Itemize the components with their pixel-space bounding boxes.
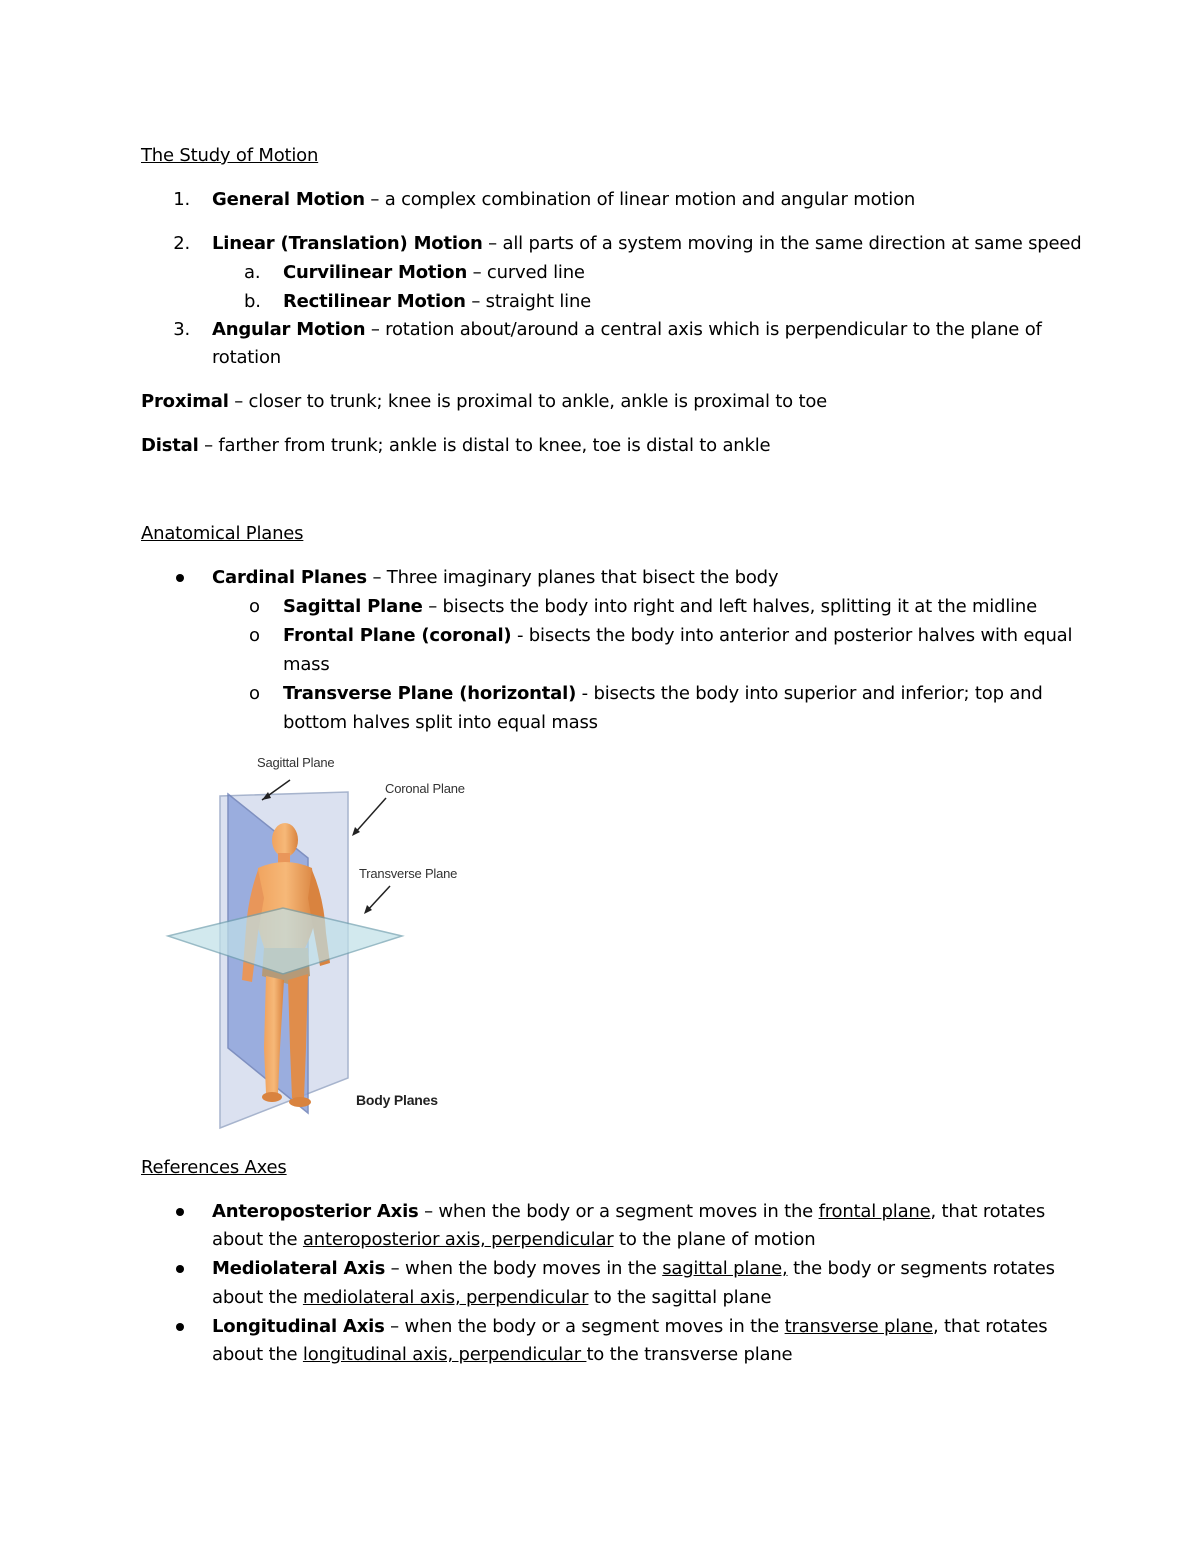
underlined-text: longitudinal axis, perpendicular: [302, 1344, 587, 1365]
proximal-definition: [141, 391, 827, 413]
sublist-marker: o: [249, 683, 260, 704]
definition: – farther from trunk; ankle is distal to knee, toe is distal to ankle: [198, 435, 771, 456]
section-heading-anatomical-planes: Anatomical Planes: [141, 523, 304, 544]
definition: – all parts of a system moving in the same direction at same speed: [482, 233, 1082, 254]
term: Proximal: [141, 391, 229, 412]
term: Transverse Plane (horizontal): [283, 683, 577, 704]
coronal-plane-label: Coronal Plane: [385, 781, 465, 796]
body-planes-figure: [158, 748, 488, 1133]
underlined-text: frontal plane: [818, 1201, 931, 1222]
transverse-plane-shape: [168, 908, 402, 974]
sublist-marker: b.: [244, 291, 261, 312]
definition: – Three imaginary planes that bisect the body: [366, 567, 779, 588]
bullet-item-longitudinal-cont: [212, 1344, 792, 1366]
sublist-item-transverse-cont: bottom halves split into equal mass: [283, 712, 598, 733]
bullet-item-anteroposterior-cont: [212, 1229, 815, 1251]
sagittal-plane-label: Sagittal Plane: [257, 755, 335, 770]
bullet-item-longitudinal: [212, 1316, 1048, 1338]
sublist-marker: o: [249, 625, 260, 646]
definition: – when the body or a segment moves in the: [418, 1201, 819, 1222]
term: Linear (Translation) Motion: [212, 233, 483, 254]
term: Cardinal Planes: [212, 567, 367, 588]
sublist-item-frontal-cont: mass: [283, 654, 330, 675]
distal-definition: [141, 435, 770, 457]
underlined-text: anteroposterior axis, perpendicular: [302, 1229, 614, 1250]
sublist-marker: a.: [244, 262, 261, 283]
term: Mediolateral Axis: [212, 1258, 386, 1279]
figure-caption: Body Planes: [356, 1092, 438, 1108]
transverse-plane-label: Transverse Plane: [359, 866, 458, 881]
term: General Motion: [212, 189, 365, 210]
definition: to the transverse plane: [586, 1344, 793, 1365]
bullet-icon: [176, 1323, 184, 1331]
definition: – when the body or a segment moves in the: [384, 1316, 785, 1337]
definition: – rotation about/around a central axis which is perpendicular to the plane of: [365, 319, 1042, 340]
bullet-icon: [176, 574, 184, 582]
definition: – straight line: [465, 291, 592, 312]
list-item-angular-motion-cont: rotation: [212, 347, 281, 368]
list-number: 1.: [173, 189, 190, 210]
sublist-marker: o: [249, 596, 260, 617]
definition: the body or segments rotates: [787, 1258, 1055, 1279]
bullet-item-mediolateral-cont: [212, 1287, 771, 1309]
bullet-icon: [176, 1208, 184, 1216]
coronal-arrow: [354, 798, 386, 834]
bullet-item-mediolateral: [212, 1258, 1055, 1280]
underlined-text: sagittal plane,: [662, 1258, 788, 1279]
definition: , that rotates: [930, 1201, 1046, 1222]
definition: – a complex combination of linear motion and angular motion: [364, 189, 916, 210]
underlined-text: mediolateral axis, perpendicular: [302, 1287, 589, 1308]
term: Frontal Plane (coronal): [283, 625, 512, 646]
definition: about the: [212, 1344, 303, 1365]
list-number: 3.: [173, 319, 190, 340]
list-item-linear-motion: [212, 233, 1082, 255]
bullet-item-cardinal-planes: [212, 567, 778, 589]
bullet-item-anteroposterior: [212, 1201, 1045, 1223]
underlined-text: transverse plane: [784, 1316, 933, 1337]
term: Anteroposterior Axis: [212, 1201, 419, 1222]
list-item-angular-motion: [212, 319, 1042, 341]
definition: - bisects the body into anterior and posterior halves with equal: [511, 625, 1073, 646]
term: Curvilinear Motion: [283, 262, 468, 283]
term: Angular Motion: [212, 319, 366, 340]
definition: – when the body moves in the: [385, 1258, 663, 1279]
definition: about the: [212, 1229, 303, 1250]
section-heading-reference-axes: References Axes: [141, 1157, 287, 1178]
term: Sagittal Plane: [283, 596, 423, 617]
sublist-item-frontal: [283, 625, 1072, 647]
definition: – curved line: [467, 262, 585, 283]
definition: – closer to trunk; knee is proximal to ankle, ankle is proximal to toe: [228, 391, 828, 412]
definition: – bisects the body into right and left halves, splitting it at the midline: [422, 596, 1038, 617]
bullet-icon: [176, 1265, 184, 1273]
definition: to the sagittal plane: [588, 1287, 772, 1308]
term: Longitudinal Axis: [212, 1316, 385, 1337]
list-item-general-motion: [212, 189, 915, 211]
sublist-item-rectilinear: [283, 291, 591, 313]
sublist-item-sagittal: [283, 596, 1037, 618]
list-number: 2.: [173, 233, 190, 254]
definition: about the: [212, 1287, 303, 1308]
definition: - bisects the body into superior and inferior; top and: [576, 683, 1043, 704]
definition: , that rotates: [932, 1316, 1048, 1337]
sublist-item-curvilinear: [283, 262, 585, 284]
term: Rectilinear Motion: [283, 291, 466, 312]
term: Distal: [141, 435, 199, 456]
sublist-item-transverse: [283, 683, 1043, 705]
definition: to the plane of motion: [613, 1229, 816, 1250]
section-heading-study-of-motion: The Study of Motion: [141, 145, 319, 166]
